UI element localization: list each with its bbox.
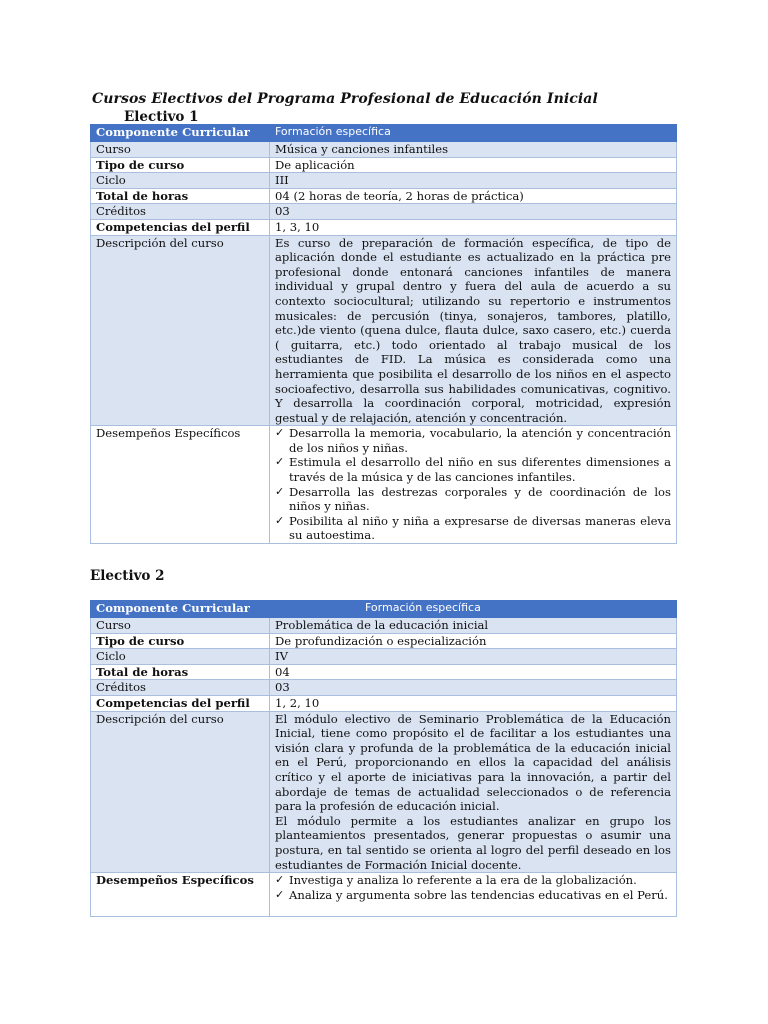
table-header-row — [91, 125, 677, 142]
row-value: 03 — [270, 204, 677, 220]
description-paragraph: El módulo permite a los estudiantes analizar en grupo los planteamientos presentados, generar propuestas o asumir una postura, en tal sentido se orienta al logro del perfil deseado en los estudiantes de Formación Inicial docente. — [275, 813, 671, 872]
list-item: ✓ Desarrolla la memoria, vocabulario, la atención y concentración de los niños y niñas. — [275, 426, 671, 455]
row-value: IV — [270, 649, 677, 665]
row-label: Tipo de curso — [91, 157, 270, 173]
list-item: ✓ Estimula el desarrollo del niño en sus diferentes dimensiones a través de la música y de las canciones infantiles. — [275, 455, 671, 484]
credits-row — [91, 680, 677, 696]
elective-2-table — [90, 600, 677, 917]
row-label: Descripción del curso — [91, 711, 270, 873]
row-label: Desempeños Específicos — [91, 426, 270, 544]
row-value: Música y canciones infantiles — [270, 142, 677, 158]
total-hours-row — [91, 188, 677, 204]
performances-list — [275, 426, 671, 543]
header-label: Componente Curricular — [91, 601, 270, 618]
competencies-row — [91, 695, 677, 711]
elective-1-heading: Electivo 1 — [124, 109, 199, 125]
row-value: 04 — [270, 664, 677, 680]
row-label: Curso — [91, 618, 270, 634]
cycle-row — [91, 173, 677, 189]
total-hours-row — [91, 664, 677, 680]
row-label: Desempeños Específicos — [91, 873, 270, 917]
row-label: Total de horas — [91, 664, 270, 680]
competencies-row — [91, 219, 677, 235]
row-value: 1, 2, 10 — [270, 695, 677, 711]
row-label: Descripción del curso — [91, 235, 270, 426]
description-row — [91, 235, 677, 426]
list-item: ✓ Analiza y argumenta sobre las tendencias educativas en el Perú. — [275, 888, 671, 903]
row-label: Competencias del perfil — [91, 219, 270, 235]
list-item: ✓ Desarrolla las destrezas corporales y de coordinación de los niños y niñas. — [275, 485, 671, 514]
performances-row — [91, 873, 677, 917]
list-item: ✓ Posibilita al niño y niña a expresarse de diversas maneras eleva su autoestima. — [275, 514, 671, 543]
row-label: Créditos — [91, 680, 270, 696]
course-description: Es curso de preparación de formación específica, de tipo de aplicación donde el estudiante es actualizado en la práctica pre profesional donde entonará canciones infantiles de manera individual y grupal dentro y fuera del aula de acuerdo a su contexto sociocultural; utilizando su repertorio e instrumentos musicales: de percusión (tinya, sonajeros, tambores, platillo, etc.)de viento (quena dulce, flauta dulce, saxo casero, etc.) cuerda ( guitarra, etc.) todo orientado al trabajo musical de los estudiantes de FID. La música es considerada como una herramienta que posibilita el desarrollo de los niños en el aspecto socioafectivo, desarrolla sus habilidades comunicativas, cognitivo. Y desarrolla la coordinación corporal, motricidad, expresión gestual y de relajación, atención y concentración. — [270, 235, 677, 426]
row-value: 1, 3, 10 — [270, 219, 677, 235]
row-label: Ciclo — [91, 173, 270, 189]
table-header-row — [91, 601, 677, 618]
description-row — [91, 711, 677, 873]
list-item: ✓ Investiga y analiza lo referente a la era de la globalización. — [275, 873, 671, 888]
course-row — [91, 618, 677, 634]
header-value: Formación específica — [270, 125, 677, 142]
row-value: 03 — [270, 680, 677, 696]
document-title: Cursos Electivos del Programa Profesional de Educación Inicial — [92, 91, 598, 107]
performances-cell — [270, 426, 677, 544]
performances-row — [91, 426, 677, 544]
row-label: Ciclo — [91, 649, 270, 665]
course-type-row — [91, 633, 677, 649]
course-type-row — [91, 157, 677, 173]
header-value: Formación específica — [270, 601, 677, 618]
cycle-row — [91, 649, 677, 665]
elective-2-heading: Electivo 2 — [90, 568, 165, 584]
description-paragraph: El módulo electivo de Seminario Problemática de la Educación Inicial, tiene como propósito el de facilitar a los estudiantes una visión clara y profunda de la problemática de la educación inicial en el Perú, proporcionando en ellos la capacidad del análisis crítico y el aporte de iniciativas para la innovación, a partir del abordaje de temas de actualidad seleccionados o de referencia para la profesión de educación inicial. — [275, 711, 671, 814]
credits-row — [91, 204, 677, 220]
row-value: De aplicación — [270, 157, 677, 173]
row-label: Curso — [91, 142, 270, 158]
row-value: 04 (2 horas de teoría, 2 horas de práctica) — [270, 188, 677, 204]
course-description — [270, 711, 677, 873]
performances-list — [275, 873, 671, 902]
row-value: Problemática de la educación inicial — [270, 618, 677, 634]
performances-cell — [270, 873, 677, 917]
course-row — [91, 142, 677, 158]
row-value: III — [270, 173, 677, 189]
row-value: De profundización o especialización — [270, 633, 677, 649]
row-label: Tipo de curso — [91, 633, 270, 649]
row-label: Créditos — [91, 204, 270, 220]
header-label: Componente Curricular — [91, 125, 270, 142]
row-label: Competencias del perfil — [91, 695, 270, 711]
elective-1-table — [90, 124, 677, 544]
row-label: Total de horas — [91, 188, 270, 204]
